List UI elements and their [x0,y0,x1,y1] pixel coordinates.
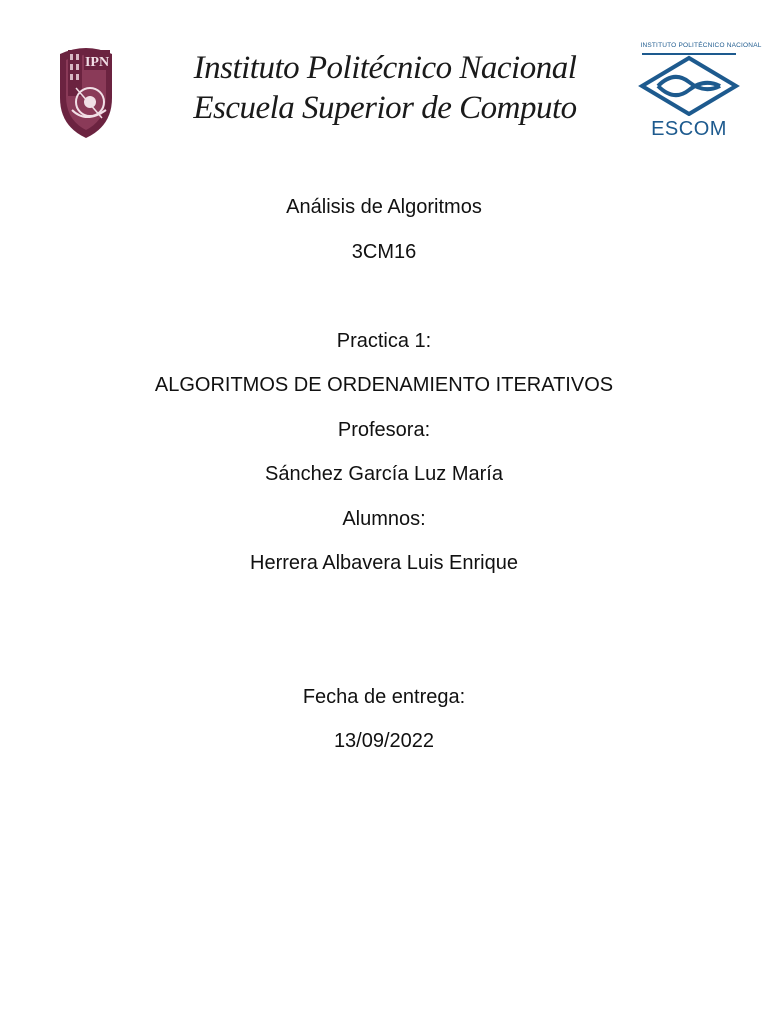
teacher-label: Profesora: [337,419,431,441]
group-code: 3CM16 [351,241,417,263]
institution-name: Instituto Politécnico Nacional [193,50,577,86]
institution-title [160,48,610,128]
escom-logo-name: ESCOM [651,118,727,140]
teacher-name: Sánchez García Luz María [265,463,503,485]
subject-name: Análisis de Algoritmos [286,196,482,218]
ipn-logo-icon [52,40,120,140]
practice-label: Practica 1: [336,330,432,352]
ipn-logo-text: IPN [84,55,110,70]
due-date-value: 13/09/2022 [333,730,435,752]
student-name: Herrera Albavera Luis Enrique [250,552,518,574]
students-label: Alumnos: [342,508,426,530]
practice-title: ALGORITMOS DE ORDENAMIENTO ITERATIVOS [154,374,614,396]
school-name: Escuela Superior de Computo [193,90,577,126]
escom-logo-top-text: INSTITUTO POLITÉCNICO NACIONAL [640,42,762,49]
due-date-label: Fecha de entrega: [302,686,466,708]
escom-logo-icon [638,42,764,146]
